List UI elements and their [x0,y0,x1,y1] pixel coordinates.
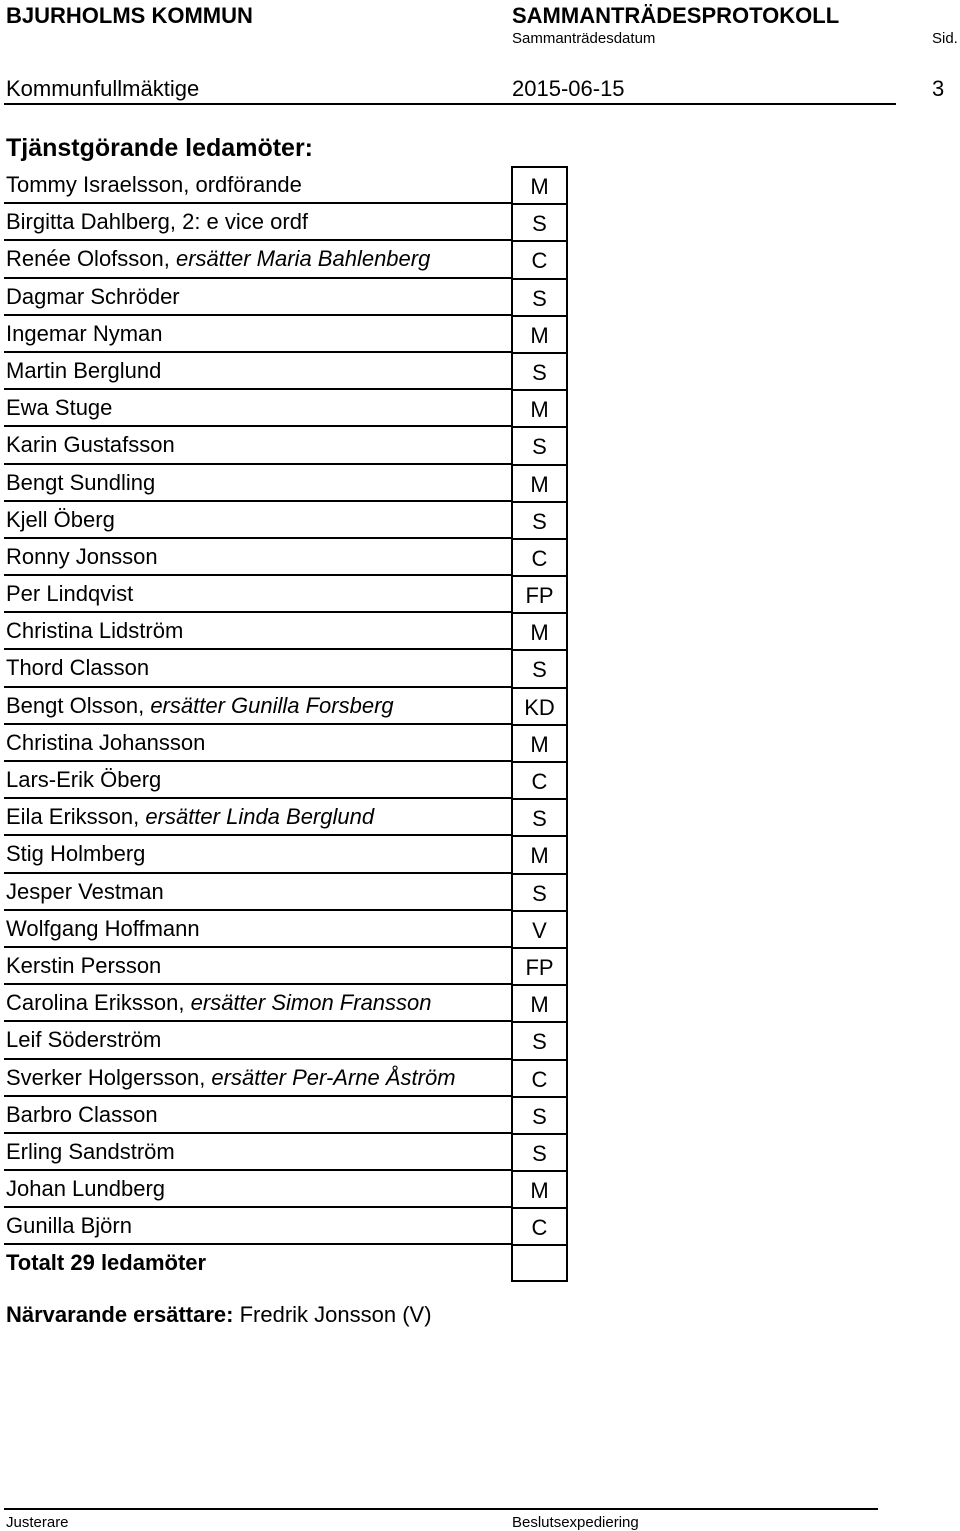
member-name-text: Martin Berglund [6,357,162,383]
total-party-cell [511,1244,568,1281]
member-party: V [511,910,568,947]
row-divider [4,946,511,948]
member-name-text: Ronny Jonsson [6,543,158,569]
row-divider [4,1132,511,1134]
member-party: S [511,203,568,240]
row-divider [4,909,511,911]
row-divider [4,1169,511,1171]
member-name-text: Wolfgang Hoffmann [6,915,200,941]
meeting-date: 2015-06-15 [512,76,625,101]
footer-dispatch-label: Beslutsexpediering [512,1514,639,1531]
member-name [6,1139,175,1165]
member-row [4,1059,568,1096]
page-label: Sid. [932,30,958,47]
row-divider [4,1206,511,1208]
member-row [4,1133,568,1170]
member-row [4,240,568,277]
row-divider [4,1095,511,1097]
council-body: Kommunfullmäktige [6,76,200,101]
member-name [6,581,133,607]
member-name-text: Christina Lidström [6,618,184,644]
row-divider [4,872,511,874]
member-name [6,1027,161,1053]
member-name [6,1102,158,1128]
row-divider [4,425,511,427]
member-name [6,841,145,867]
member-party: M [511,315,568,352]
member-substitute-note: ersätter Linda Berglund [145,804,375,830]
member-party: S [511,649,568,686]
member-party: M [511,1170,568,1207]
total-members: Totalt 29 ledamöter [6,1250,207,1276]
member-row [4,278,568,315]
member-party: S [511,1096,568,1133]
row-divider [4,723,511,725]
member-name-text: Bengt Sundling [6,469,156,495]
row-divider [4,351,511,353]
member-party: M [511,166,568,203]
member-party: S [511,1133,568,1170]
deputies-line [6,1302,432,1328]
member-name [6,209,308,235]
member-name [6,916,200,942]
member-name-text: Jesper Vestman [6,878,164,904]
row-divider [4,983,511,985]
member-row [4,203,568,240]
row-divider [4,1058,511,1060]
member-name-text: Thord Classon [6,655,150,681]
member-name-text: Kjell Öberg [6,506,115,532]
member-party: S [511,501,568,538]
member-row [4,687,568,724]
member-row [4,1021,568,1058]
member-substitute-note: ersätter Per-Arne Åström [211,1064,456,1090]
member-name-text: Ewa Stuge [6,395,113,421]
municipality-name: BJURHOLMS KOMMUN [6,3,253,28]
member-row [4,1096,568,1133]
row-divider [4,314,511,316]
member-name [6,730,205,756]
member-row [4,426,568,463]
member-row [4,166,568,203]
member-row [4,1170,568,1207]
member-row [4,873,568,910]
member-substitute-note: ersätter Maria Bahlenberg [175,246,431,272]
member-row [4,910,568,947]
member-name [6,284,180,310]
member-name-text: Erling Sandström [6,1138,175,1164]
member-name-text: Stig Holmberg [6,841,146,867]
member-party: M [511,984,568,1021]
member-row [4,1207,568,1244]
member-party: C [511,1207,568,1244]
row-divider [4,202,511,204]
row-divider [4,500,511,502]
member-party: S [511,1021,568,1058]
member-name-text: Leif Söderström [6,1027,162,1053]
member-name [6,321,163,347]
row-divider [4,611,511,613]
member-party: S [511,352,568,389]
member-name-text: Birgitta Dahlberg, 2: e vice ordf [6,209,309,235]
document-type: SAMMANTRÄDESPROTOKOLL [512,3,840,28]
member-name-text: Per Lindqvist [6,581,134,607]
row-divider [4,1243,511,1245]
member-party: M [511,724,568,761]
member-name [6,1213,132,1239]
member-party: C [511,240,568,277]
member-row [4,501,568,538]
member-name-text: Sverker Holgersson, [6,1064,212,1090]
member-party: M [511,835,568,872]
member-row [4,612,568,649]
row-divider [4,648,511,650]
deputies-value: Fredrik Jonsson (V) [239,1302,432,1327]
row-divider [4,686,511,688]
member-name [6,804,374,830]
total-row [4,1244,568,1281]
member-name-text: Barbro Classon [6,1101,158,1127]
member-name-text: Lars-Erik Öberg [6,767,162,792]
member-name [6,767,161,793]
member-party: S [511,798,568,835]
member-party: S [511,278,568,315]
deputies-label: Närvarande ersättare: [6,1302,234,1327]
member-name [6,544,158,570]
member-name [6,172,302,198]
member-name-text: Carolina Eriksson, [6,990,191,1016]
member-party: FP [511,575,568,612]
member-name [6,693,394,719]
member-name-text: Gunilla Björn [6,1213,132,1239]
member-row [4,798,568,835]
member-row [4,649,568,686]
member-substitute-note: ersätter Gunilla Forsberg [150,692,394,718]
member-party: C [511,1059,568,1096]
row-divider [4,760,511,762]
row-divider [4,834,511,836]
member-party: M [511,464,568,501]
member-party: S [511,426,568,463]
member-name-text: Eila Eriksson, [6,804,146,830]
member-name-text: Tommy Israelsson, ordförande [6,172,302,197]
member-name [6,990,432,1016]
member-name [6,618,183,644]
section-title: Tjänstgörande ledamöter: [6,134,313,162]
member-name [6,1176,165,1202]
member-name-text: Kerstin Persson [6,952,162,978]
member-row [4,389,568,426]
member-name-text: Bengt Olsson, [6,692,151,718]
member-name [6,358,161,384]
member-name [6,879,164,905]
member-row [4,835,568,872]
member-row [4,724,568,761]
row-divider [4,537,511,539]
row-divider [4,797,511,799]
member-name-text: Ingemar Nyman [6,320,163,346]
member-name [6,395,112,421]
member-party: FP [511,947,568,984]
page-number: 3 [932,76,945,101]
member-party: M [511,612,568,649]
row-divider [4,239,511,241]
member-name-text: Karin Gustafsson [6,432,175,458]
footer-divider [4,1508,878,1510]
member-row [4,352,568,389]
member-party: C [511,538,568,575]
member-substitute-note: ersätter Simon Fransson [190,990,432,1016]
member-row [4,315,568,352]
member-name-text: Renée Olofsson, [6,246,176,272]
member-name [6,1065,456,1091]
row-divider [4,277,511,279]
member-name [6,655,149,681]
member-row [4,575,568,612]
member-row [4,984,568,1021]
member-row [4,464,568,501]
member-name [6,470,155,496]
member-row [4,538,568,575]
member-name [6,246,430,272]
member-row [4,761,568,798]
member-party: C [511,761,568,798]
footer-adjusters-label: Justerare [6,1514,69,1531]
member-name-text: Johan Lundberg [6,1176,166,1202]
row-divider [4,1020,511,1022]
meeting-date-label: Sammanträdesdatum [512,30,656,47]
member-name-text: Dagmar Schröder [6,283,180,309]
row-divider [4,574,511,576]
member-name [6,507,115,533]
member-party: M [511,389,568,426]
member-name-text: Christina Johansson [6,729,206,755]
row-divider [4,463,511,465]
member-row [4,947,568,984]
members-table [4,166,568,1282]
member-name [6,432,175,458]
row-divider [4,388,511,390]
member-party: KD [511,687,568,724]
member-name [6,953,161,979]
member-party: S [511,873,568,910]
header-divider [4,103,896,105]
